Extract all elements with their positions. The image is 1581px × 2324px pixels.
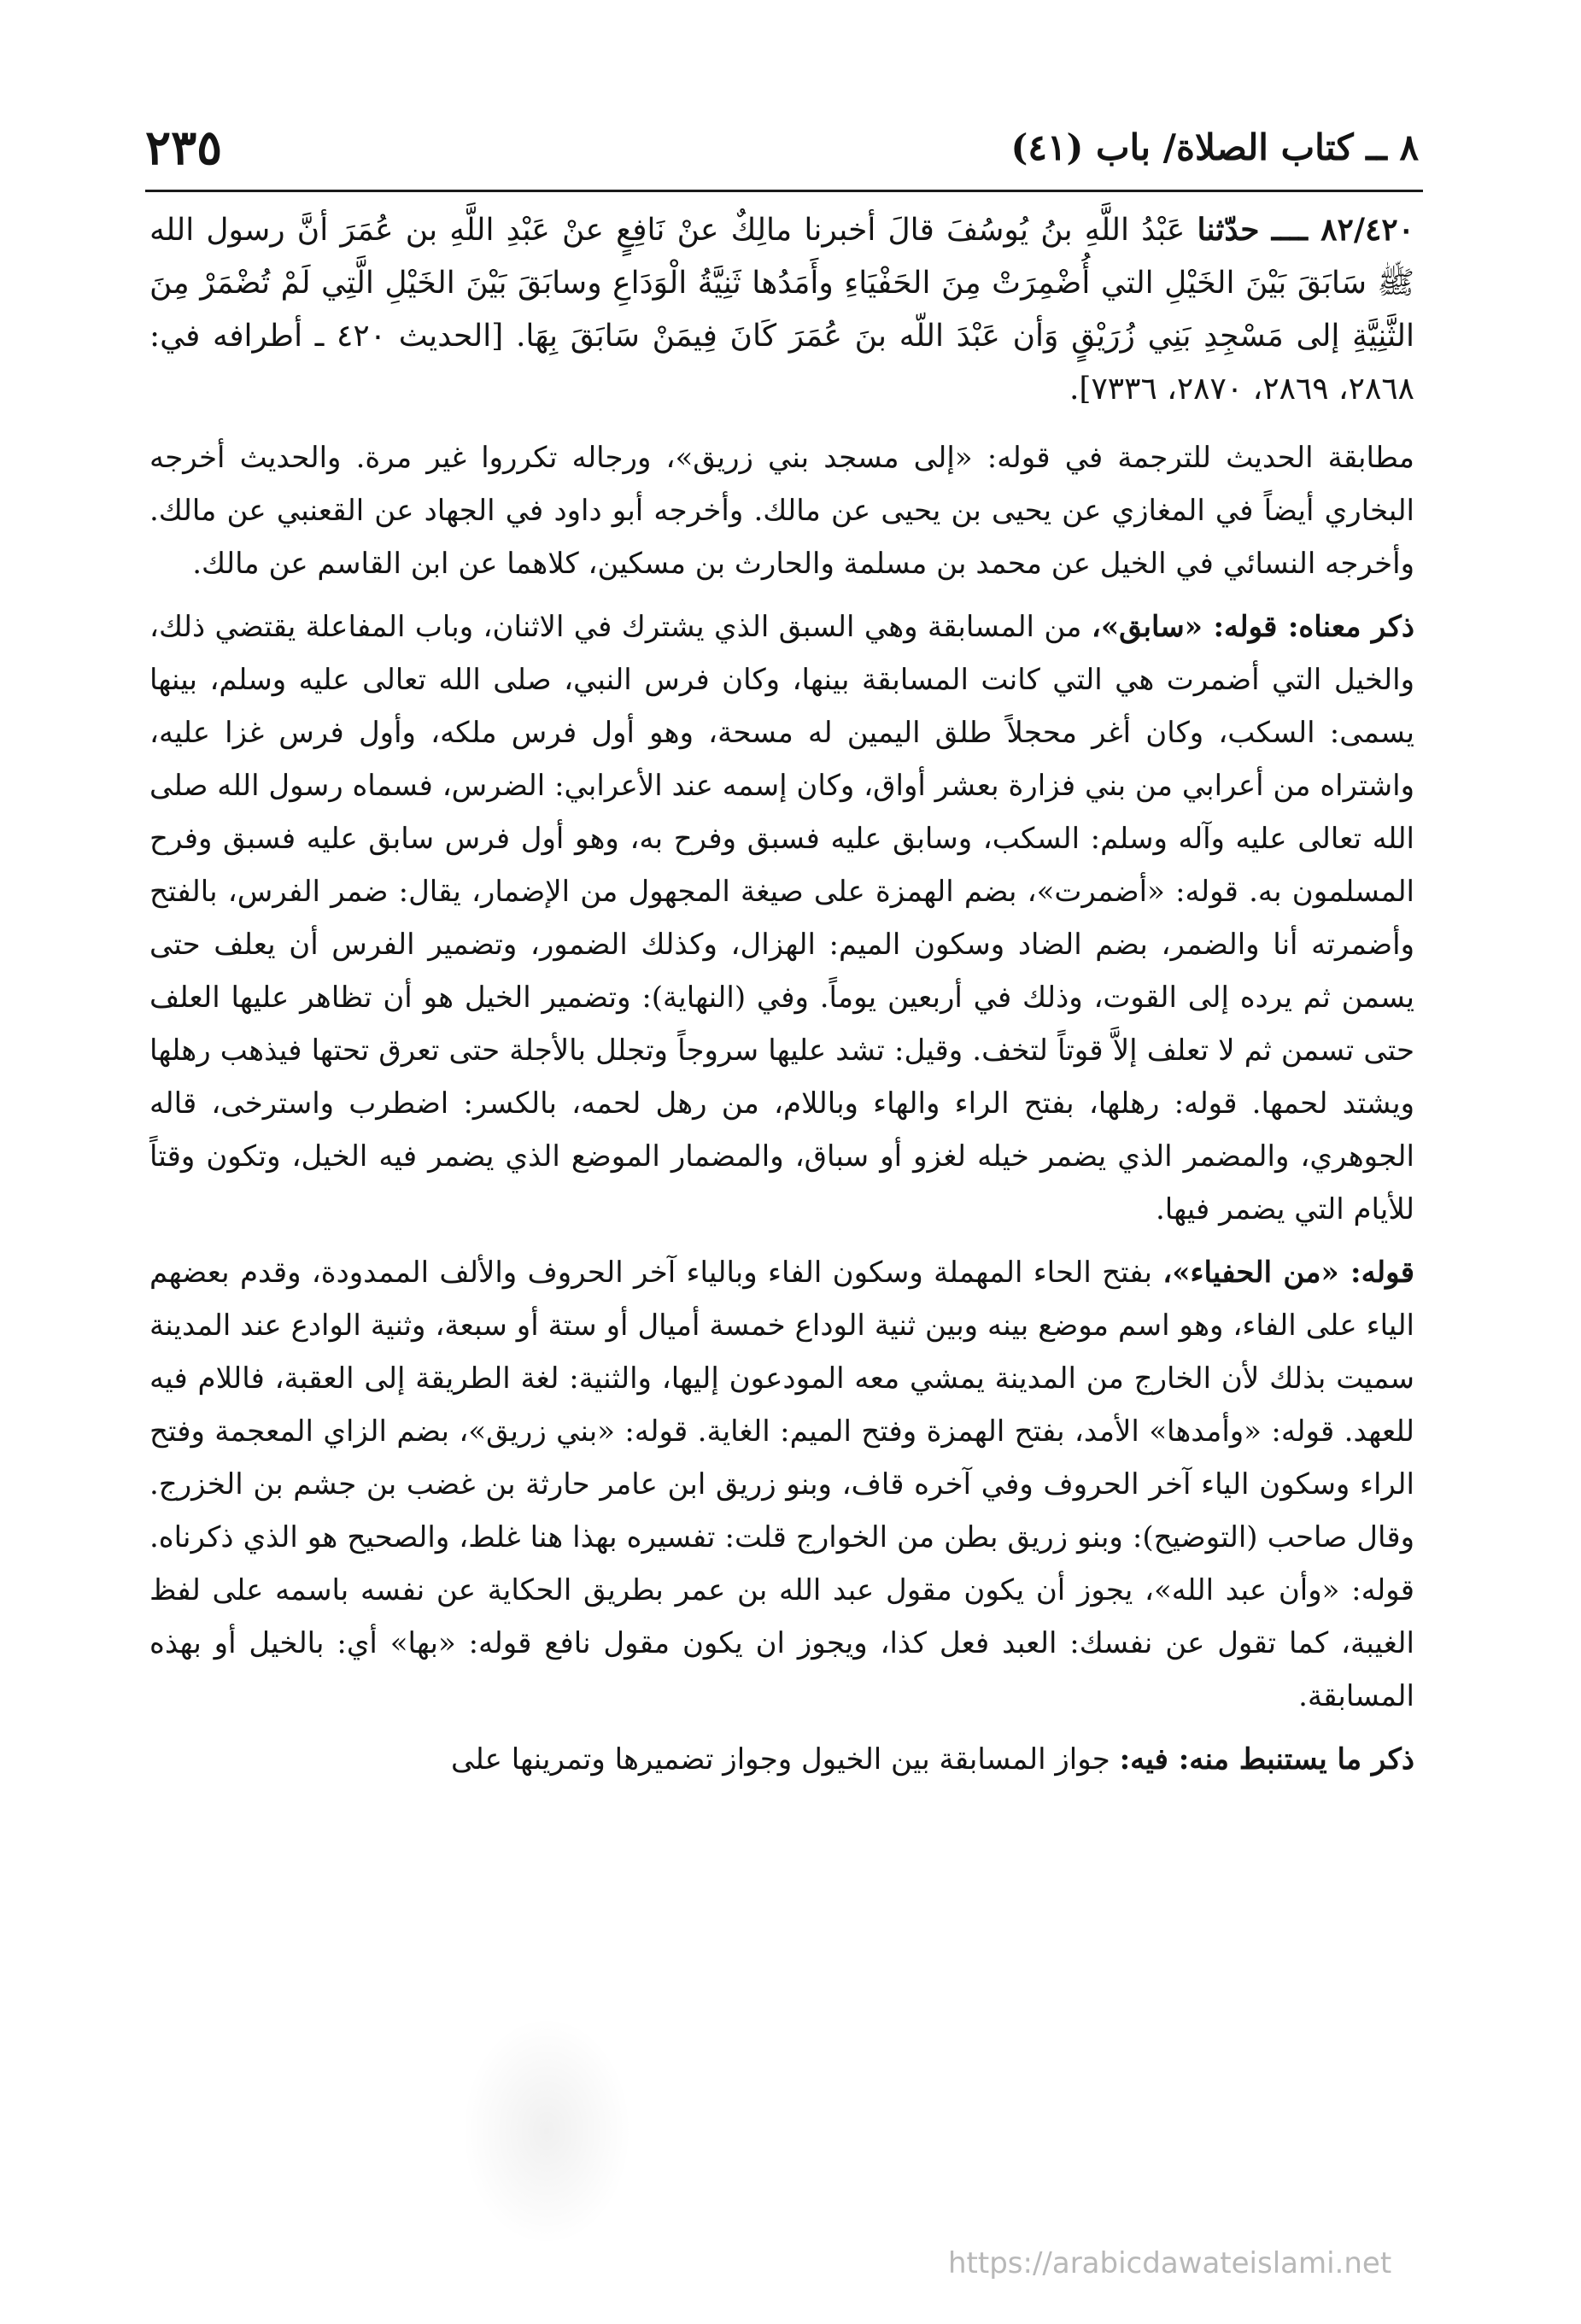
- commentary-paragraph: [149, 1246, 1414, 1723]
- paragraph-text: من المسابقة وهي السبق الذي يشترك في الاثنان، وباب المفاعلة يقتضي ذلك، والخيل التي أضمرت هي التي كانت المسابقة بينها، وكان فرس النبي، صلى الله تعالى عليه وسلم، بينها يسمى: السكب، وكان أغر محجلاً طلق اليمين له مسحة، وهو أول فرس ملكه، وأول فرس غزا عليه، واشتراه من أعرابي من بني فزارة بعشر أواق، وكان إسمه عند الأعرابي: الضرس، فسماه رسول الله صلى الله تعالى عليه وآله وسلم: السكب، وسابق عليه فسبق وفرح به، وهو أول فرس سابق عليه فسبق وفرح المسلمون به. قوله: «أضمرت»، بضم الهمزة على صيغة المجهول من الإضمار، يقال: ضمر الفرس، بالفتح وأضمرته أنا والضمر، بضم الضاد وسكون الميم: الهزال، وكذلك الضمور، وتضمير الفرس أن يعلف حتى يسمن ثم يرده إلى القوت، وذلك في أربعين يوماً. وفي (النهاية): وتضمير الخيل هو أن تظاهر عليها العلف حتى تسمن ثم لا تعلف إلاَّ قوتاً لتخف. وقيل: تشد عليها سروجاً وتجلل بالأجلة حتى تعرق تحتها فيذهب رهلها ويشتد لحمها. قوله: رهلها، بفتح الراء والهاء وباللام، من رهل لحمه، بالكسر: اضطرب واسترخى، قاله الجوهري، والمضمر الذي يضمر خيله لغزو أو سباق، والمضمار الموضع الذي يضمر فيه الخيل، وتكون وقتاً للأيام التي يضمر فيها.: [149, 610, 1415, 1226]
- page-header: [145, 120, 1419, 188]
- paragraph-lead: ذكر معناه: قوله: «سابق»،: [1091, 610, 1414, 644]
- paragraph-lead: قوله: «من الحفياء»،: [1162, 1256, 1414, 1290]
- paragraph-text: بفتح الحاء المهملة وسكون الفاء وبالياء آخر الحروف والألف الممدودة، وقدم بعضهم الياء على الفاء، وهو اسم موضع بينه وبين ثنية الوداع خمسة أميال أو ستة أو سبعة، وثنية الوادع عند المدينة سميت بذلك لأن الخارج من المدينة يمشي معه المودعون إليها، والثنية: لغة الطريقة إلى العقبة، فاللام فيه للعهد. قوله: «وأمدها» الأمد، بفتح الهمزة وفتح الميم: الغاية. قوله: «بني زريق»، بضم الزاي المعجمة وفتح الراء وسكون الياء آخر الحروف وفي آخره قاف، وبنو زريق ابن عامر حارثة بن غضب بن جشم بن الخزرج. وقال صاحب (التوضيح): وبنو زريق بطن من الخوارج قلت: تفسيره بهذا هنا غلط، والصحيح هو الذي ذكرناه. قوله: «وأن عبد الله»، يجوز أن يكون مقول عبد الله بن عمر بطريق الحكاية عن نفسه باسمه على لفظ الغيبة، كما تقول عن نفسك: العبد فعل كذا، ويجوز ان يكون مقول نافع قوله: «بها» أي: بالخيل أو بهذه المسابقة.: [149, 1256, 1415, 1713]
- hadith-body: عَبْدُ اللَّهِ بنُ يُوسُفَ قالَ أخبرنا مالِكٌ عنْ نَافِعٍ عنْ عَبْدِ اللَّهِ بن عُمَرَ أنَّ رسول الله ﷺ سَابَقَ بَيْنَ الخَيْلِ التي أُضْمِرَتْ مِنَ الحَفْيَاءِ وأَمَدُها ثَنِيَّةُ الْوَدَاعِ وسابَقَ بَيْنَ الخَيْلِ الَّتِي لَمْ تُضْمَرْ مِنَ الثَّنِيَّةِ إلى مَسْجِدِ بَنِي زُرَيْقٍ وَأن عَبْدَ اللّه بنَ عُمَرَ كَانَ فِيمَنْ سَابَقَ بِهَا. [الحديث ٤٢٠ ـ أطرافه في: ٢٨٦٨، ٢٨٦٩، ٢٨٧٠، ٧٣٣٦].: [149, 213, 1414, 407]
- hadith-text: [149, 203, 1414, 416]
- paragraph-lead: ذكر ما يستنبط منه: فيه:: [1119, 1742, 1414, 1777]
- commentary-paragraph: [149, 431, 1414, 590]
- paper-stain: [461, 2016, 632, 2246]
- paragraph-text: جواز المسابقة بين الخيول وجواز تضميرها وتمرينها على: [451, 1742, 1110, 1777]
- site-watermark: https://arabicdawateislami.net: [948, 2246, 1392, 2280]
- page-number: ٢٣٥: [145, 120, 223, 176]
- commentary-paragraph: [149, 600, 1414, 1236]
- hadith-number: ٨٢/٤٢٠ ــــ: [1271, 212, 1414, 248]
- commentary-paragraph: [149, 1733, 1414, 1786]
- running-title: ٨ ــ كتاب الصلاة/ باب (٤١): [1010, 126, 1419, 168]
- header-rule: [145, 190, 1423, 192]
- hadith-opener: حدّثنا: [1197, 212, 1260, 248]
- paragraph-text: مطابقة الحديث للترجمة في قوله: «إلى مسجد بني زريق»، ورجاله تكرروا غير مرة. والحديث أخرجه البخاري أيضاً في المغازي عن يحيى بن يحيى عن مالك. وأخرجه أبو داود في الجهاد عن القعنبي عن مالك. وأخرجه النسائي في الخيل عن محمد بن مسلمة والحارث بن مسكين، كلاهما عن ابن القاسم عن مالك.: [149, 441, 1414, 581]
- page-body: [149, 203, 1414, 1796]
